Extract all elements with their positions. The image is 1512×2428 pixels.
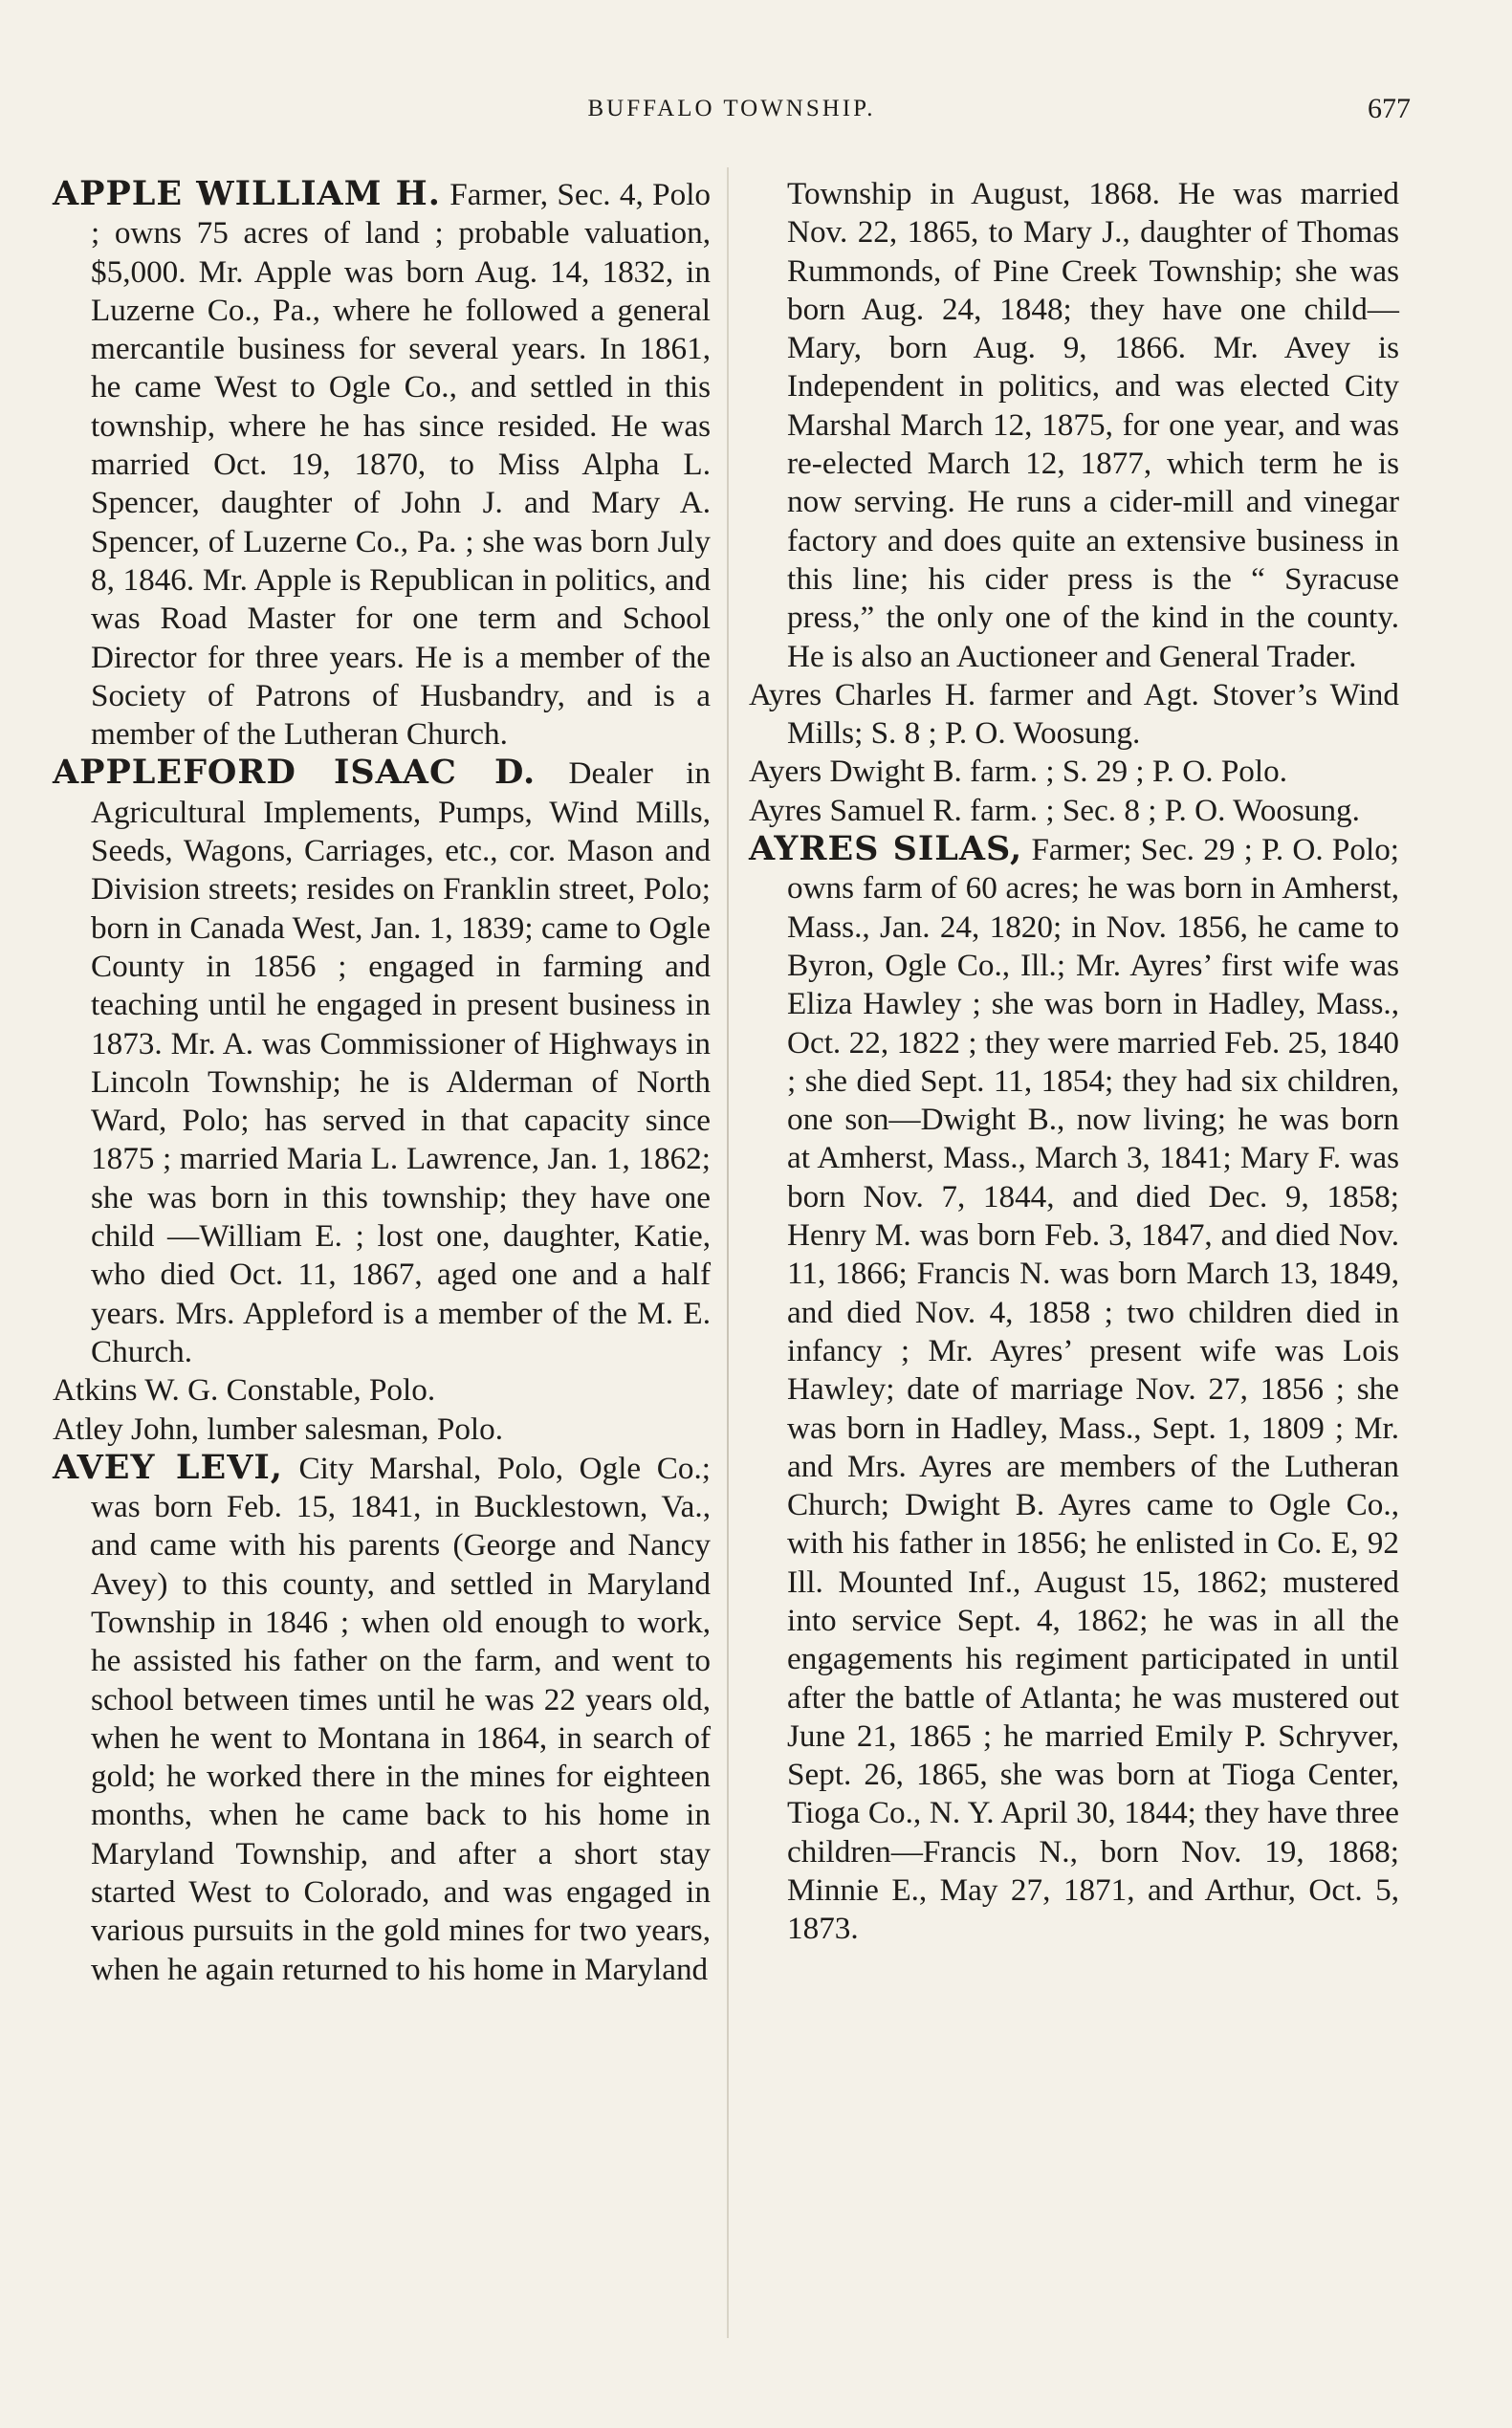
entry-name: AVEY LEVI,: [53, 1447, 283, 1487]
page-title: BUFFALO TOWNSHIP.: [587, 96, 876, 121]
entry-name: AYRES SILAS,: [749, 829, 1023, 869]
entry-text: Farmer, Sec. 4, Polo ; owns 75 acres of land ; probable valuation, $5,000. Mr. Apple was born Aug. 14, 1832, in Luzerne Co., Pa., where he followed a general mercantile business for several years. In 1861, he came West to Ogle Co., and settled in this township, where he has since resided. He was married Oct. 19, 1870, to Miss Alpha L. Spencer, daughter of John J. and Mary A. Spencer, of Luzerne Co., Pa. ; she was born July 8, 1846. Mr. Apple is Republican in politics, and was Road Master for one term and School Director for three years. He is a member of the Society of Patrons of Husbandry, and is a member of the Lutheran Church.: [91, 177, 712, 753]
right-column: [749, 175, 1399, 1949]
running-head: [53, 90, 1411, 128]
entry-apple-william: [53, 175, 711, 754]
entry-text: Farmer; Sec. 29 ; P. O. Polo; owns farm of 60 acres; he was born in Amherst, Mass., Jan. 24, 1820; in Nov. 1856, he came to Byron, Ogle Co., Ill.; Mr. Ayres’ first wife was Eliza Hawley ; she was born in Hadley, Mass., Oct. 22, 1822 ; they were married Feb. 25, 1840 ; she died Sept. 11, 1854; they had six children, one son—Dwight B., now living; he was born at Amherst, Mass., March 3, 1841; Mary F. was born Nov. 7, 1844, and died Dec. 9, 1858; Henry M. was born Feb. 3, 1847, and died Nov. 11, 1866; Francis N. was born March 13, 1849, and died Nov. 4, 1858 ; two children died in infancy ; Mr. Ayres’ present wife was Lois Hawley; date of marriage Nov. 27, 1856 ; she was born in Hadley, Mass., Sept. 1, 1809 ; Mr. and Mrs. Ayres are members of the Lutheran Church; Dwight B. Ayres came to Ogle Co., with his father in 1856; he enlisted in Co. E, 92 Ill. Mounted Inf., August 15, 1862; mustered into service Sept. 4, 1862; he was in all the engagements his regiment participated in until after the battle of Atlanta; he was mustered out June 21, 1865 ; he married Emily P. Schryver, Sept. 26, 1865, she was born at Tioga Center, Tioga Co., N. Y. April 30, 1844; they have three children—Francis N., born Nov. 19, 1868; Minnie E., May 27, 1871, and Arthur, Oct. 5, 1873.: [787, 832, 1400, 1947]
entry-name: APPLE WILLIAM H.: [53, 174, 441, 213]
page-number: 677: [1368, 93, 1411, 124]
entry-appleford-isaac: [53, 754, 711, 1371]
entry-ayres-charles: Ayres Charles H. farmer and Agt. Stover’s Wind Mills; S. 8 ; P. O. Woosung.: [749, 676, 1399, 752]
entry-ayres-samuel: Ayres Samuel R. farm. ; Sec. 8 ; P. O. Woosung.: [749, 792, 1360, 828]
entry-text: City Marshal, Polo, Ogle Co.; was born Feb. 15, 1841, in Bucklestown, Va., and came with his parents (George and Nancy Avey) to this county, and settled in Maryland Township in 1846 ; when old enough to work, he assisted his father on the farm, and went to school between times until he was 22 years old, when he went to Montana in 1864, in search of gold; he worked there in the mines for eighteen months, when he came back to his home in Maryland Township, and after a short stay started West to Colorado, and was engaged in various pursuits in the gold mines for two years, when he again returned to his home in Maryland: [91, 1450, 711, 1987]
entry-ayres-silas: [749, 830, 1399, 1949]
entry-atkins: Atkins W. G. Constable, Polo.: [53, 1372, 436, 1409]
entry-avey-levi: [53, 1449, 711, 1989]
left-column: [53, 175, 711, 1989]
entry-ayers-dwight: Ayers Dwight B. farm. ; S. 29 ; P. O. Polo.: [749, 754, 1288, 790]
entry-name: APPLEFORD ISAAC D.: [53, 753, 537, 793]
entry-text: Dealer in Agricultural Implements, Pumps, Wind Mills, Seeds, Wagons, Carriages, etc., cor. Mason and Division streets; resides on Franklin street, Polo; born in Canada West, Jan. 1, 1839; came to Ogle County in 1856 ; engaged in farming and teaching until he engaged in present business in 1873. Mr. A. was Commissioner of Highways in Lincoln Township; he is Alderman of North Ward, Polo; has served in that capacity since 1875 ; married Maria L. Lawrence, Jan. 1, 1862; she was born in this township; they have one child —William E. ; lost one, daughter, Katie, who died Oct. 11, 1867, aged one and a half years. Mrs. Appleford is a member of the M. E. Church.: [91, 755, 711, 1369]
column-divider: [727, 167, 729, 2338]
entry-atley: Atley John, lumber salesman, Polo.: [53, 1411, 504, 1447]
entry-avey-levi-continued: Township in August, 1868. He was married Nov. 22, 1865, to Mary J., daughter of Thomas Rummonds, of Pine Creek Township; she was born Aug. 24, 1848; they have one child—Mary, born Aug. 9, 1866. Mr. Avey is Independent in politics, and was elected City Marshal March 12, 1875, for one year, and was re-elected March 12, 1877, which term he is now serving. He runs a cider-mill and vinegar factory and does quite an extensive business in this line; his cider press is the “ Syracuse press,” the only one of the kind in the county. He is also an Auctioneer and General Trader.: [787, 176, 1399, 674]
